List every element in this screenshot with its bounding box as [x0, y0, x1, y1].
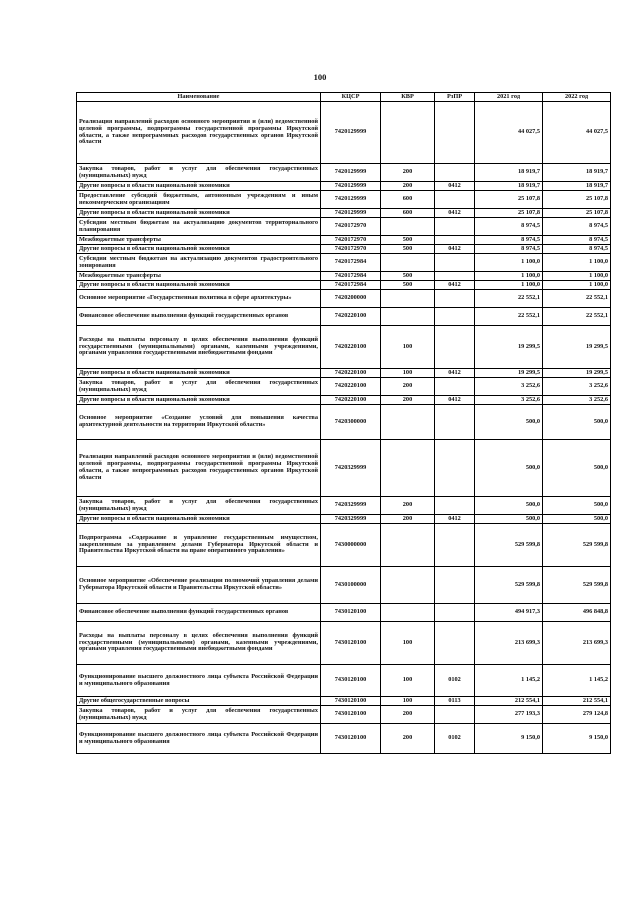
table-cell-rzpr	[435, 567, 475, 604]
table-cell-2021: 500,0	[475, 405, 543, 440]
table-cell-name: Закупка товаров, работ и услуг для обеспечения государственных (муниципальных) нужд	[77, 164, 321, 182]
table-cell-2022: 500,0	[543, 405, 611, 440]
table-cell-kvr: 200	[381, 724, 435, 754]
table-cell-rzpr	[435, 497, 475, 515]
table-row	[77, 378, 611, 396]
table-cell-kcsr: 7420172984	[321, 272, 381, 281]
table-cell-name: Другие вопросы в области национальной экономики	[77, 209, 321, 218]
table-cell-2022: 22 552,1	[543, 308, 611, 326]
table-cell-2021: 3 252,6	[475, 396, 543, 405]
table-header-row	[77, 93, 611, 102]
table-cell-2021: 8 974,5	[475, 218, 543, 236]
table-row	[77, 697, 611, 706]
table-cell-kvr: 600	[381, 191, 435, 209]
table-cell-kvr: 100	[381, 369, 435, 378]
table-cell-kcsr: 7430120100	[321, 622, 381, 665]
table-cell-rzpr: 0412	[435, 245, 475, 254]
table-cell-rzpr: 0113	[435, 697, 475, 706]
table-cell-kcsr: 7430100000	[321, 567, 381, 604]
table-cell-2022: 22 552,1	[543, 290, 611, 308]
page-number: 100	[313, 72, 327, 82]
table-row	[77, 164, 611, 182]
table-cell-2022: 212 554,1	[543, 697, 611, 706]
table-cell-kcsr: 7420329999	[321, 497, 381, 515]
table-cell-kcsr: 7420172984	[321, 254, 381, 272]
table-cell-name: Основное мероприятие «Создание условий для повышения качества архитектурной деятельности на территории Иркутской области»	[77, 405, 321, 440]
table-row	[77, 524, 611, 567]
table-cell-kvr	[381, 254, 435, 272]
table-cell-kvr: 100	[381, 697, 435, 706]
table-cell-kvr: 200	[381, 378, 435, 396]
table-row	[77, 191, 611, 209]
table-cell-2022: 3 252,6	[543, 378, 611, 396]
table-cell-2021: 8 974,5	[475, 236, 543, 245]
table-cell-name: Другие вопросы в области национальной экономики	[77, 245, 321, 254]
table-row	[77, 497, 611, 515]
header-kcsr: КЦСР	[321, 93, 381, 102]
table-cell-rzpr: 0412	[435, 281, 475, 290]
table-cell-2022: 500,0	[543, 440, 611, 497]
table-row	[77, 290, 611, 308]
table-row	[77, 369, 611, 378]
table-cell-2022: 9 150,0	[543, 724, 611, 754]
table-cell-name: Закупка товаров, работ и услуг для обеспечения государственных (муниципальных) нужд	[77, 497, 321, 515]
table-cell-rzpr	[435, 706, 475, 724]
table-row	[77, 326, 611, 369]
table-cell-2022: 1 145,2	[543, 665, 611, 697]
table-cell-rzpr: 0412	[435, 515, 475, 524]
table-row	[77, 245, 611, 254]
table-cell-rzpr	[435, 236, 475, 245]
table-cell-2022: 529 599,8	[543, 524, 611, 567]
table-cell-2021: 19 299,5	[475, 326, 543, 369]
table-cell-2021: 213 699,3	[475, 622, 543, 665]
table-cell-kvr: 600	[381, 209, 435, 218]
table-cell-rzpr	[435, 604, 475, 622]
table-cell-2022: 279 124,8	[543, 706, 611, 724]
table-row	[77, 515, 611, 524]
table-cell-2022: 8 974,5	[543, 245, 611, 254]
table-cell-2022: 25 107,8	[543, 191, 611, 209]
table-cell-2021: 1 100,0	[475, 281, 543, 290]
table-cell-kcsr: 7420329999	[321, 515, 381, 524]
table-cell-kcsr: 7420172970	[321, 236, 381, 245]
table-cell-kvr	[381, 308, 435, 326]
table-cell-kcsr: 7420129999	[321, 191, 381, 209]
table-cell-kvr	[381, 102, 435, 164]
table-cell-2021: 277 193,3	[475, 706, 543, 724]
table-cell-kvr: 200	[381, 497, 435, 515]
table-cell-name: Субсидии местным бюджетам на актуализацию документов территориального планирования	[77, 218, 321, 236]
table-cell-2021: 500,0	[475, 515, 543, 524]
table-cell-2021: 3 252,6	[475, 378, 543, 396]
table-cell-rzpr: 0412	[435, 182, 475, 191]
table-cell-kcsr: 7420129999	[321, 209, 381, 218]
table-cell-name: Межбюджетные трансферты	[77, 236, 321, 245]
table-cell-2021: 529 599,8	[475, 567, 543, 604]
table-cell-name: Реализация направлений расходов основного мероприятия и (или) ведомственной целевой программы, подпрограммы государственной программы Иркутской области, а также непрограммных расходов государственных органов Иркутской области	[77, 102, 321, 164]
header-kvr: КВР	[381, 93, 435, 102]
table-cell-rzpr	[435, 290, 475, 308]
table-cell-rzpr	[435, 524, 475, 567]
table-cell-kvr	[381, 440, 435, 497]
header-rzpr: РзПР	[435, 93, 475, 102]
table-cell-kcsr: 7420300000	[321, 405, 381, 440]
table-cell-kvr	[381, 405, 435, 440]
table-cell-name: Другие общегосударственные вопросы	[77, 697, 321, 706]
table-row	[77, 567, 611, 604]
table-cell-kvr: 200	[381, 182, 435, 191]
table-cell-name: Финансовое обеспечение выполнения функций государственных органов	[77, 308, 321, 326]
table-cell-kcsr: 7420172970	[321, 245, 381, 254]
table-cell-kvr: 200	[381, 515, 435, 524]
table-cell-name: Субсидии местным бюджетам на актуализацию документов градостроительного зонирования	[77, 254, 321, 272]
table-cell-name: Основное мероприятие «Государственная политика в сфере архитектуры»	[77, 290, 321, 308]
table-cell-2022: 25 107,8	[543, 209, 611, 218]
table-cell-name: Закупка товаров, работ и услуг для обеспечения государственных (муниципальных) нужд	[77, 706, 321, 724]
table-cell-rzpr: 0102	[435, 665, 475, 697]
table-cell-kvr	[381, 604, 435, 622]
table-row	[77, 622, 611, 665]
table-cell-rzpr: 0412	[435, 209, 475, 218]
table-cell-kvr	[381, 567, 435, 604]
table-cell-rzpr	[435, 272, 475, 281]
table-cell-2021: 1 145,2	[475, 665, 543, 697]
table-cell-2021: 529 599,8	[475, 524, 543, 567]
table-cell-rzpr	[435, 440, 475, 497]
table-cell-2022: 500,0	[543, 515, 611, 524]
table-cell-2022: 8 974,5	[543, 236, 611, 245]
table-cell-name: Межбюджетные трансферты	[77, 272, 321, 281]
table-cell-name: Основное мероприятие «Обеспечение реализации полномочий управления делами Губернатора Иркутской области и Правительства Иркутской области»	[77, 567, 321, 604]
table-cell-2022: 18 919,7	[543, 182, 611, 191]
table-cell-name: Расходы на выплаты персоналу в целях обеспечения выполнения функций государственными (муниципальными) органами, казенными учреждениями, органами управления государственными внебюджетными фондами	[77, 622, 321, 665]
table-cell-2022: 19 299,5	[543, 326, 611, 369]
table-row	[77, 209, 611, 218]
table-cell-rzpr	[435, 308, 475, 326]
table-row	[77, 440, 611, 497]
table-cell-kcsr: 7420172984	[321, 281, 381, 290]
table-cell-name: Другие вопросы в области национальной экономики	[77, 281, 321, 290]
header-2022: 2022 год	[543, 93, 611, 102]
table-cell-rzpr	[435, 218, 475, 236]
table-cell-kvr	[381, 524, 435, 567]
table-cell-name: Подпрограмма «Содержание и управление государственным имуществом, закрепленным за управлением делами Губернатора Иркутской области и Правительства Иркутской области на праве оперативного управления»	[77, 524, 321, 567]
table-cell-2022: 1 100,0	[543, 254, 611, 272]
table-cell-rzpr	[435, 326, 475, 369]
table-cell-kcsr: 7420329999	[321, 440, 381, 497]
table-cell-2021: 22 552,1	[475, 308, 543, 326]
table-cell-rzpr	[435, 191, 475, 209]
table-cell-kcsr: 7430000000	[321, 524, 381, 567]
table-row	[77, 236, 611, 245]
table-cell-2021: 1 100,0	[475, 254, 543, 272]
table-cell-2021: 25 107,8	[475, 209, 543, 218]
table-cell-2022: 496 848,8	[543, 604, 611, 622]
budget-table	[76, 92, 611, 754]
table-cell-name: Функционирование высшего должностного лица субъекта Российской Федерации и муниципального образования	[77, 665, 321, 697]
table-cell-kvr	[381, 290, 435, 308]
table-cell-kvr: 500	[381, 281, 435, 290]
table-cell-rzpr	[435, 254, 475, 272]
header-name: Наименование	[77, 93, 321, 102]
table-cell-kvr: 200	[381, 706, 435, 724]
table-cell-2021: 44 027,5	[475, 102, 543, 164]
table-cell-2021: 500,0	[475, 440, 543, 497]
table-cell-2022: 213 699,3	[543, 622, 611, 665]
table-cell-name: Функционирование высшего должностного лица субъекта Российской Федерации и муниципального образования	[77, 724, 321, 754]
table-cell-2021: 1 100,0	[475, 272, 543, 281]
table-cell-kcsr: 7420220100	[321, 308, 381, 326]
table-cell-kcsr: 7420200000	[321, 290, 381, 308]
table-row	[77, 396, 611, 405]
table-row	[77, 281, 611, 290]
table-cell-name: Финансовое обеспечение выполнения функций государственных органов	[77, 604, 321, 622]
table-cell-2021: 212 554,1	[475, 697, 543, 706]
table-row	[77, 405, 611, 440]
table-row	[77, 665, 611, 697]
table-cell-name: Другие вопросы в области национальной экономики	[77, 182, 321, 191]
table-row	[77, 102, 611, 164]
table-cell-2022: 19 299,5	[543, 369, 611, 378]
table-cell-2021: 9 150,0	[475, 724, 543, 754]
table-cell-kcsr: 7420220100	[321, 369, 381, 378]
table-cell-rzpr	[435, 102, 475, 164]
table-cell-2021: 500,0	[475, 497, 543, 515]
table-cell-kvr: 200	[381, 164, 435, 182]
table-cell-name: Расходы на выплаты персоналу в целях обеспечения выполнения функций государственными (муниципальными) органами, казенными учреждениями, органами управления государственными внебюджетными фондами	[77, 326, 321, 369]
table-cell-rzpr: 0412	[435, 369, 475, 378]
table-cell-2021: 25 107,8	[475, 191, 543, 209]
table-cell-name: Закупка товаров, работ и услуг для обеспечения государственных (муниципальных) нужд	[77, 378, 321, 396]
table-row	[77, 308, 611, 326]
table-cell-rzpr	[435, 378, 475, 396]
table-cell-kcsr: 7430120100	[321, 706, 381, 724]
table-cell-kvr: 200	[381, 396, 435, 405]
table-cell-kcsr: 7420129999	[321, 182, 381, 191]
table-cell-kcsr: 7420129999	[321, 102, 381, 164]
table-cell-kvr: 500	[381, 272, 435, 281]
table-cell-2022: 500,0	[543, 497, 611, 515]
table-row	[77, 218, 611, 236]
table-cell-2022: 18 919,7	[543, 164, 611, 182]
table-cell-2021: 494 917,3	[475, 604, 543, 622]
table-cell-2021: 22 552,1	[475, 290, 543, 308]
table-cell-kcsr: 7420172970	[321, 218, 381, 236]
table-cell-2021: 8 974,5	[475, 245, 543, 254]
table-row	[77, 604, 611, 622]
table-cell-name: Другие вопросы в области национальной экономики	[77, 369, 321, 378]
table-row	[77, 706, 611, 724]
table-cell-rzpr: 0412	[435, 396, 475, 405]
table-cell-kvr: 100	[381, 622, 435, 665]
table-body	[77, 102, 611, 754]
table-cell-kcsr: 7430120100	[321, 665, 381, 697]
table-cell-name: Другие вопросы в области национальной экономики	[77, 396, 321, 405]
table-row	[77, 254, 611, 272]
table-cell-name: Реализация направлений расходов основного мероприятия и (или) ведомственной целевой программы, подпрограммы государственной программы Иркутской области, а также непрограммных расходов государственных органов Иркутской области	[77, 440, 321, 497]
table-cell-kcsr: 7430120100	[321, 697, 381, 706]
table-cell-2021: 19 299,5	[475, 369, 543, 378]
table-cell-kvr: 100	[381, 326, 435, 369]
table-row	[77, 182, 611, 191]
table-cell-kvr: 100	[381, 665, 435, 697]
table-cell-rzpr	[435, 622, 475, 665]
table-cell-2022: 8 974,5	[543, 218, 611, 236]
table-cell-name: Предоставление субсидий бюджетным, автономным учреждениям и иным некоммерческим организациям	[77, 191, 321, 209]
table-cell-2022: 3 252,6	[543, 396, 611, 405]
table-cell-rzpr	[435, 164, 475, 182]
table-cell-kvr	[381, 218, 435, 236]
table-cell-kcsr: 7420220100	[321, 326, 381, 369]
table-row	[77, 272, 611, 281]
table-cell-kcsr: 7420220100	[321, 396, 381, 405]
table-cell-kcsr: 7430120100	[321, 604, 381, 622]
table-cell-rzpr: 0102	[435, 724, 475, 754]
table-cell-kvr: 500	[381, 245, 435, 254]
table-cell-kcsr: 7420129999	[321, 164, 381, 182]
table-cell-2021: 18 919,7	[475, 182, 543, 191]
table-row	[77, 724, 611, 754]
header-2021: 2021 год	[475, 93, 543, 102]
table-cell-name: Другие вопросы в области национальной экономики	[77, 515, 321, 524]
table-cell-2021: 18 919,7	[475, 164, 543, 182]
table-cell-2022: 529 599,8	[543, 567, 611, 604]
table-cell-2022: 44 027,5	[543, 102, 611, 164]
table-cell-kcsr: 7430120100	[321, 724, 381, 754]
table-cell-rzpr	[435, 405, 475, 440]
table-cell-2022: 1 100,0	[543, 272, 611, 281]
table-cell-2022: 1 100,0	[543, 281, 611, 290]
table-cell-kvr: 500	[381, 236, 435, 245]
table-cell-kcsr: 7420220100	[321, 378, 381, 396]
